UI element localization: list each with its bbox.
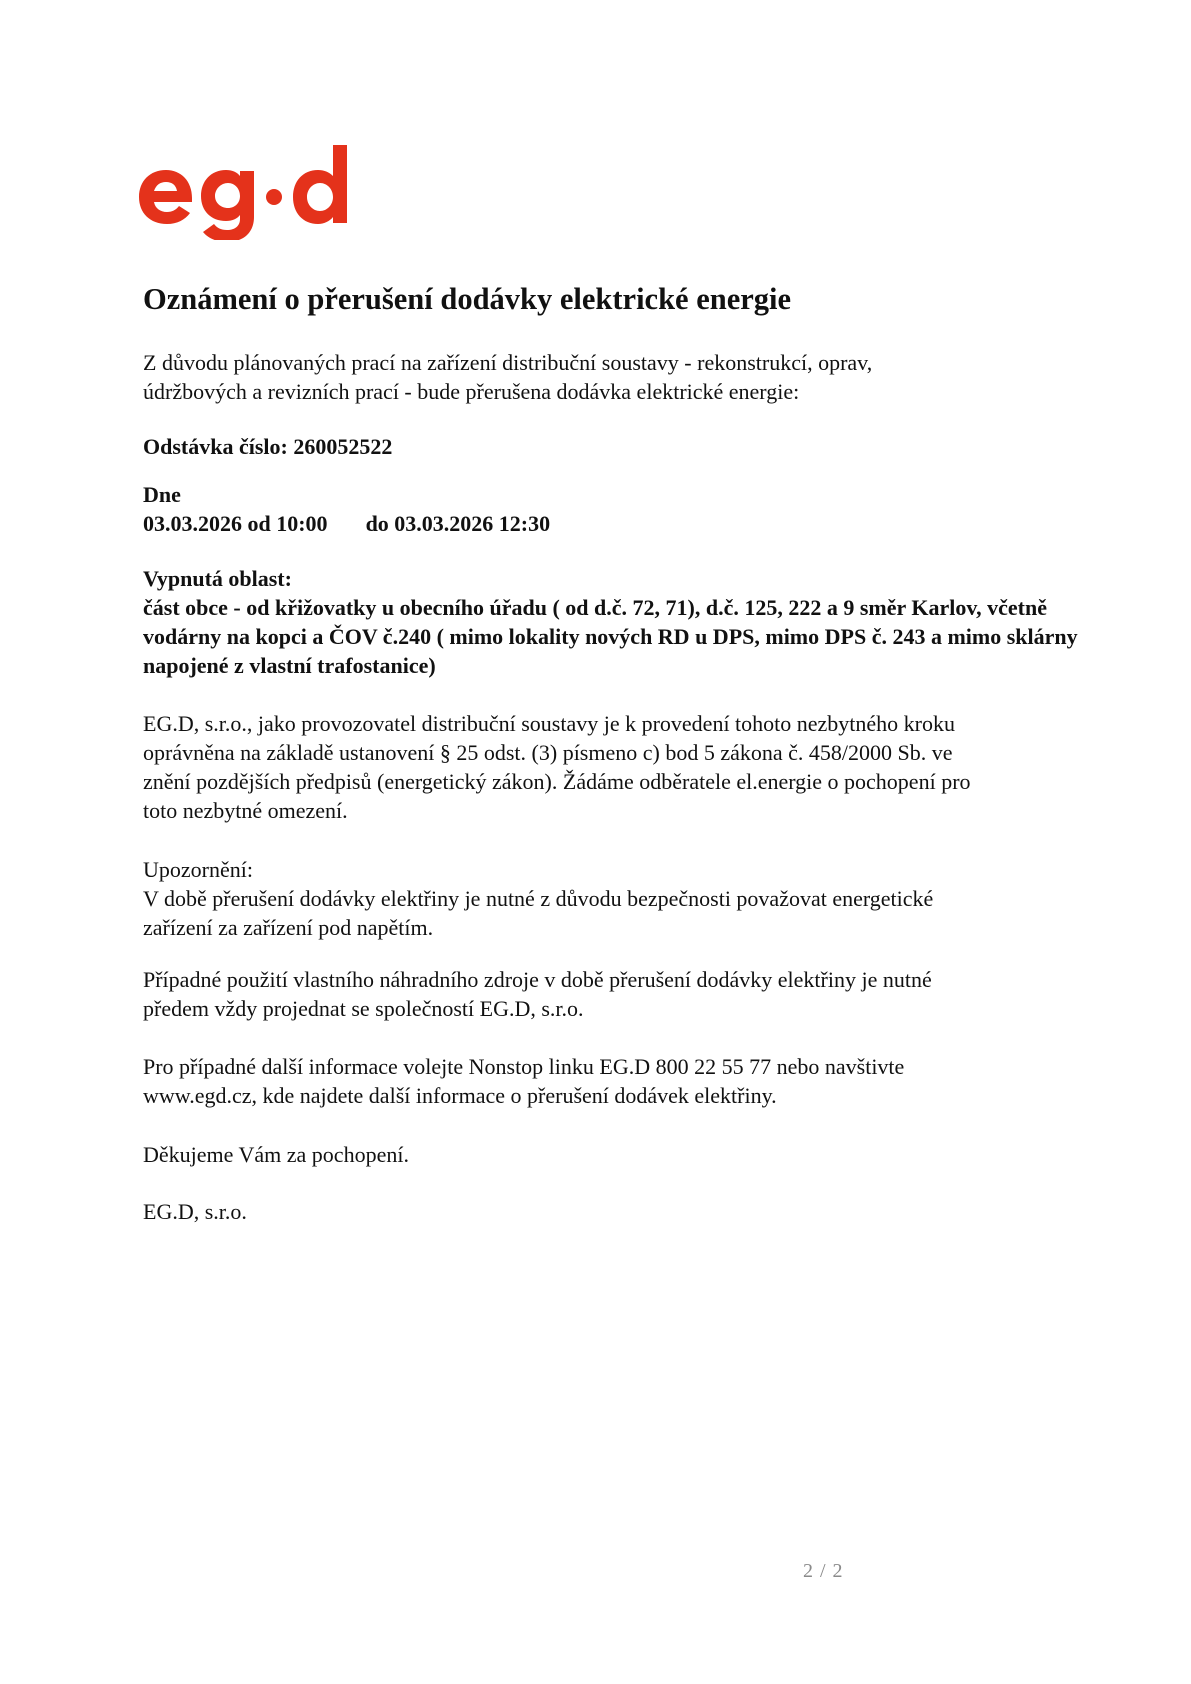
area-line: část obce - od křižovatky u obecního úřadu ( od d.č. 72, 71), d.č. 125, 222 a 9 směr Karlov, včetně xyxy=(143,595,1048,620)
page-number: 2 / 2 xyxy=(803,1560,844,1582)
legal-line: toto nezbytné omezení. xyxy=(143,798,348,823)
thanks-line: Děkujeme Vám za pochopení. xyxy=(143,1142,409,1167)
egd-logo xyxy=(128,140,348,240)
warning-label: Upozornění: xyxy=(143,857,253,882)
area-label: Vypnutá oblast: xyxy=(143,566,292,591)
info-line: www.egd.cz, kde najdete další informace o přerušení dodávek elektřiny. xyxy=(143,1083,777,1108)
legal-line: oprávněna na základě ustanovení § 25 odst. (3) písmeno c) bod 5 zákona č. 458/2000 Sb. ve xyxy=(143,740,953,765)
date-section xyxy=(143,480,550,538)
info-paragraph xyxy=(143,1052,904,1110)
date-to: do 03.03.2026 12:30 xyxy=(365,511,551,536)
warning-line: zařízení za zařízení pod napětím. xyxy=(143,915,434,940)
intro-line: údržbových a revizních prací - bude přerušena dodávka elektrické energie: xyxy=(143,379,800,404)
warning-line: V době přerušení dodávky elektřiny je nutné z důvodu bezpečnosti považovat energetické xyxy=(143,886,934,911)
backup-line: Případné použití vlastního náhradního zdroje v době přerušení dodávky elektřiny je nutné xyxy=(143,967,932,992)
intro-paragraph xyxy=(143,348,872,406)
date-range xyxy=(143,509,550,538)
affected-area-section xyxy=(143,564,1078,680)
legal-line: EG.D, s.r.o., jako provozovatel distribuční soustavy je k provedení tohoto nezbytného kroku xyxy=(143,711,956,736)
backup-source-paragraph xyxy=(143,965,932,1023)
area-line: napojené z vlastní trafostanice) xyxy=(143,653,436,678)
backup-line: předem vždy projednat se společností EG.D, s.r.o. xyxy=(143,996,584,1021)
warning-paragraph xyxy=(143,855,933,942)
info-line: Pro případné další informace volejte Nonstop linku EG.D 800 22 55 77 nebo navštivte xyxy=(143,1054,905,1079)
legal-paragraph xyxy=(143,709,971,825)
legal-line: znění pozdějších předpisů (energetický zákon). Žádáme odběratele el.energie o pochopení pro xyxy=(143,769,971,794)
area-line: vodárny na kopci a ČOV č.240 ( mimo lokality nových RD u DPS, mimo DPS č. 243 a mimo sklárny xyxy=(143,624,1078,649)
signature: EG.D, s.r.o. xyxy=(143,1199,247,1224)
outage-number: Odstávka číslo: 260052522 xyxy=(143,434,393,459)
date-from: 03.03.2026 od 10:00 xyxy=(143,511,328,536)
date-label: Dne xyxy=(143,482,181,507)
intro-line: Z důvodu plánovaných prací na zařízení distribuční soustavy - rekonstrukcí, oprav, xyxy=(143,350,873,375)
page-title: Oznámení o přerušení dodávky elektrické energie xyxy=(143,282,792,316)
egd-logo-icon xyxy=(128,140,348,240)
